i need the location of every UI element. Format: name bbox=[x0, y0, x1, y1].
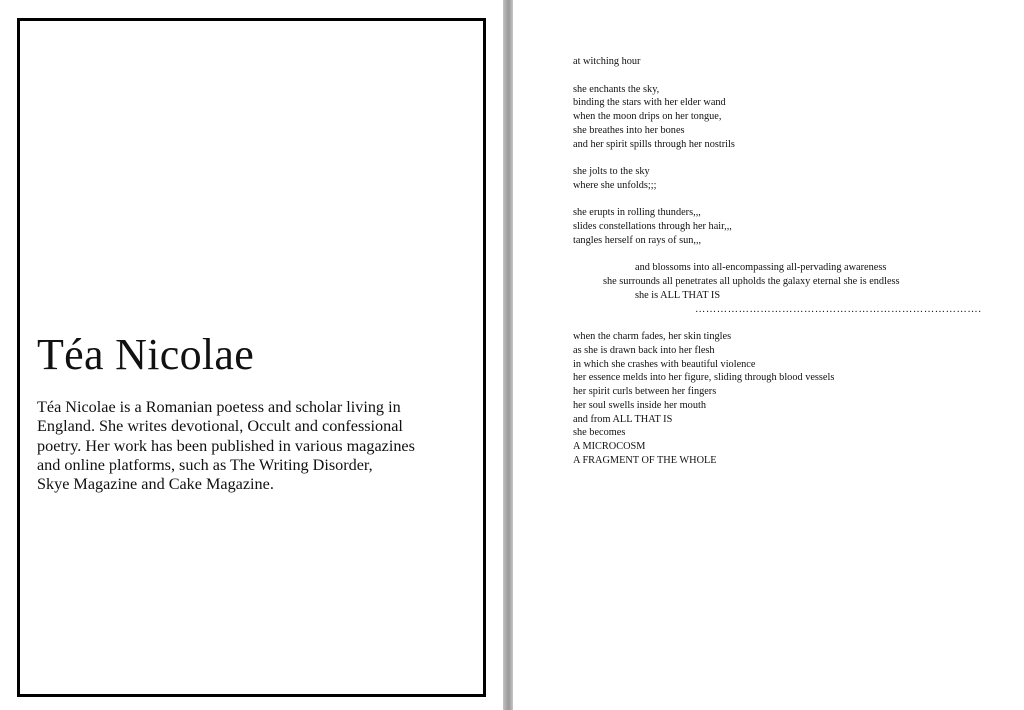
poem-page bbox=[513, 0, 1024, 710]
poem-line: she jolts to the sky bbox=[573, 166, 650, 177]
poem-line: she becomes bbox=[573, 427, 626, 439]
poem-line: she erupts in rolling thunders,,, bbox=[573, 207, 701, 219]
poem-line: her essence melds into her figure, sliding through blood vessels bbox=[573, 372, 835, 384]
poem-line: she breathes into her bones bbox=[573, 124, 685, 136]
poem-line: at witching hour bbox=[573, 56, 641, 67]
poem-stanza-break bbox=[573, 248, 982, 262]
poem-line: and her spirit spills through her nostrils bbox=[573, 138, 735, 150]
poem-line: A FRAGMENT OF THE WHOLE bbox=[573, 454, 717, 466]
poem-line-indented: and blossoms into all-encompassing all-pervading awareness bbox=[635, 262, 887, 274]
author-name: Téa Nicolae bbox=[37, 330, 255, 379]
bio-line: Téa Nicolae is a Romanian poetess and scholar living in bbox=[37, 398, 401, 416]
poem-line: when the moon drips on her tongue, bbox=[573, 111, 722, 122]
page-divider bbox=[503, 0, 513, 710]
poem-line: where she unfolds;;; bbox=[573, 179, 657, 191]
bio-page bbox=[0, 0, 503, 710]
poem-line: and from ALL THAT IS bbox=[573, 413, 673, 425]
poem-text bbox=[573, 55, 982, 468]
poem-line-indented: she surrounds all penetrates all upholds the galaxy eternal she is endless bbox=[603, 276, 900, 287]
poem-line-indented: she is ALL THAT IS bbox=[635, 289, 721, 301]
bio-line: poetry. Her work has been published in various magazines bbox=[37, 436, 415, 455]
poem-line: as she is drawn back into her flesh bbox=[573, 344, 715, 356]
poem-line: A MICROCOSM bbox=[573, 441, 646, 452]
poem-dotted-line: ……………………………………………………………………. bbox=[695, 303, 982, 315]
poem-stanza-break bbox=[573, 151, 982, 165]
bio-page-frame bbox=[17, 18, 486, 697]
bio-line: Skye Magazine and Cake Magazine. bbox=[37, 475, 274, 494]
poem-stanza-break bbox=[573, 69, 982, 83]
poem-line: she enchants the sky, bbox=[573, 83, 660, 95]
poem-line: when the charm fades, her skin tingles bbox=[573, 331, 732, 342]
poem-line: binding the stars with her elder wand bbox=[573, 97, 726, 109]
author-bio bbox=[37, 398, 457, 494]
poem-stanza-break bbox=[573, 193, 982, 207]
poem-line: her soul swells inside her mouth bbox=[573, 399, 706, 411]
bio-line: England. She writes devotional, Occult and confessional bbox=[37, 417, 403, 436]
poem-line: slides constellations through her hair,,, bbox=[573, 221, 732, 232]
poem-line: her spirit curls between her fingers bbox=[573, 386, 717, 397]
poem-stanza-break bbox=[573, 316, 982, 330]
poem-line: in which she crashes with beautiful violence bbox=[573, 358, 756, 370]
bio-line: and online platforms, such as The Writing Disorder, bbox=[37, 455, 373, 474]
poem-line: tangles herself on rays of sun,,, bbox=[573, 234, 702, 246]
